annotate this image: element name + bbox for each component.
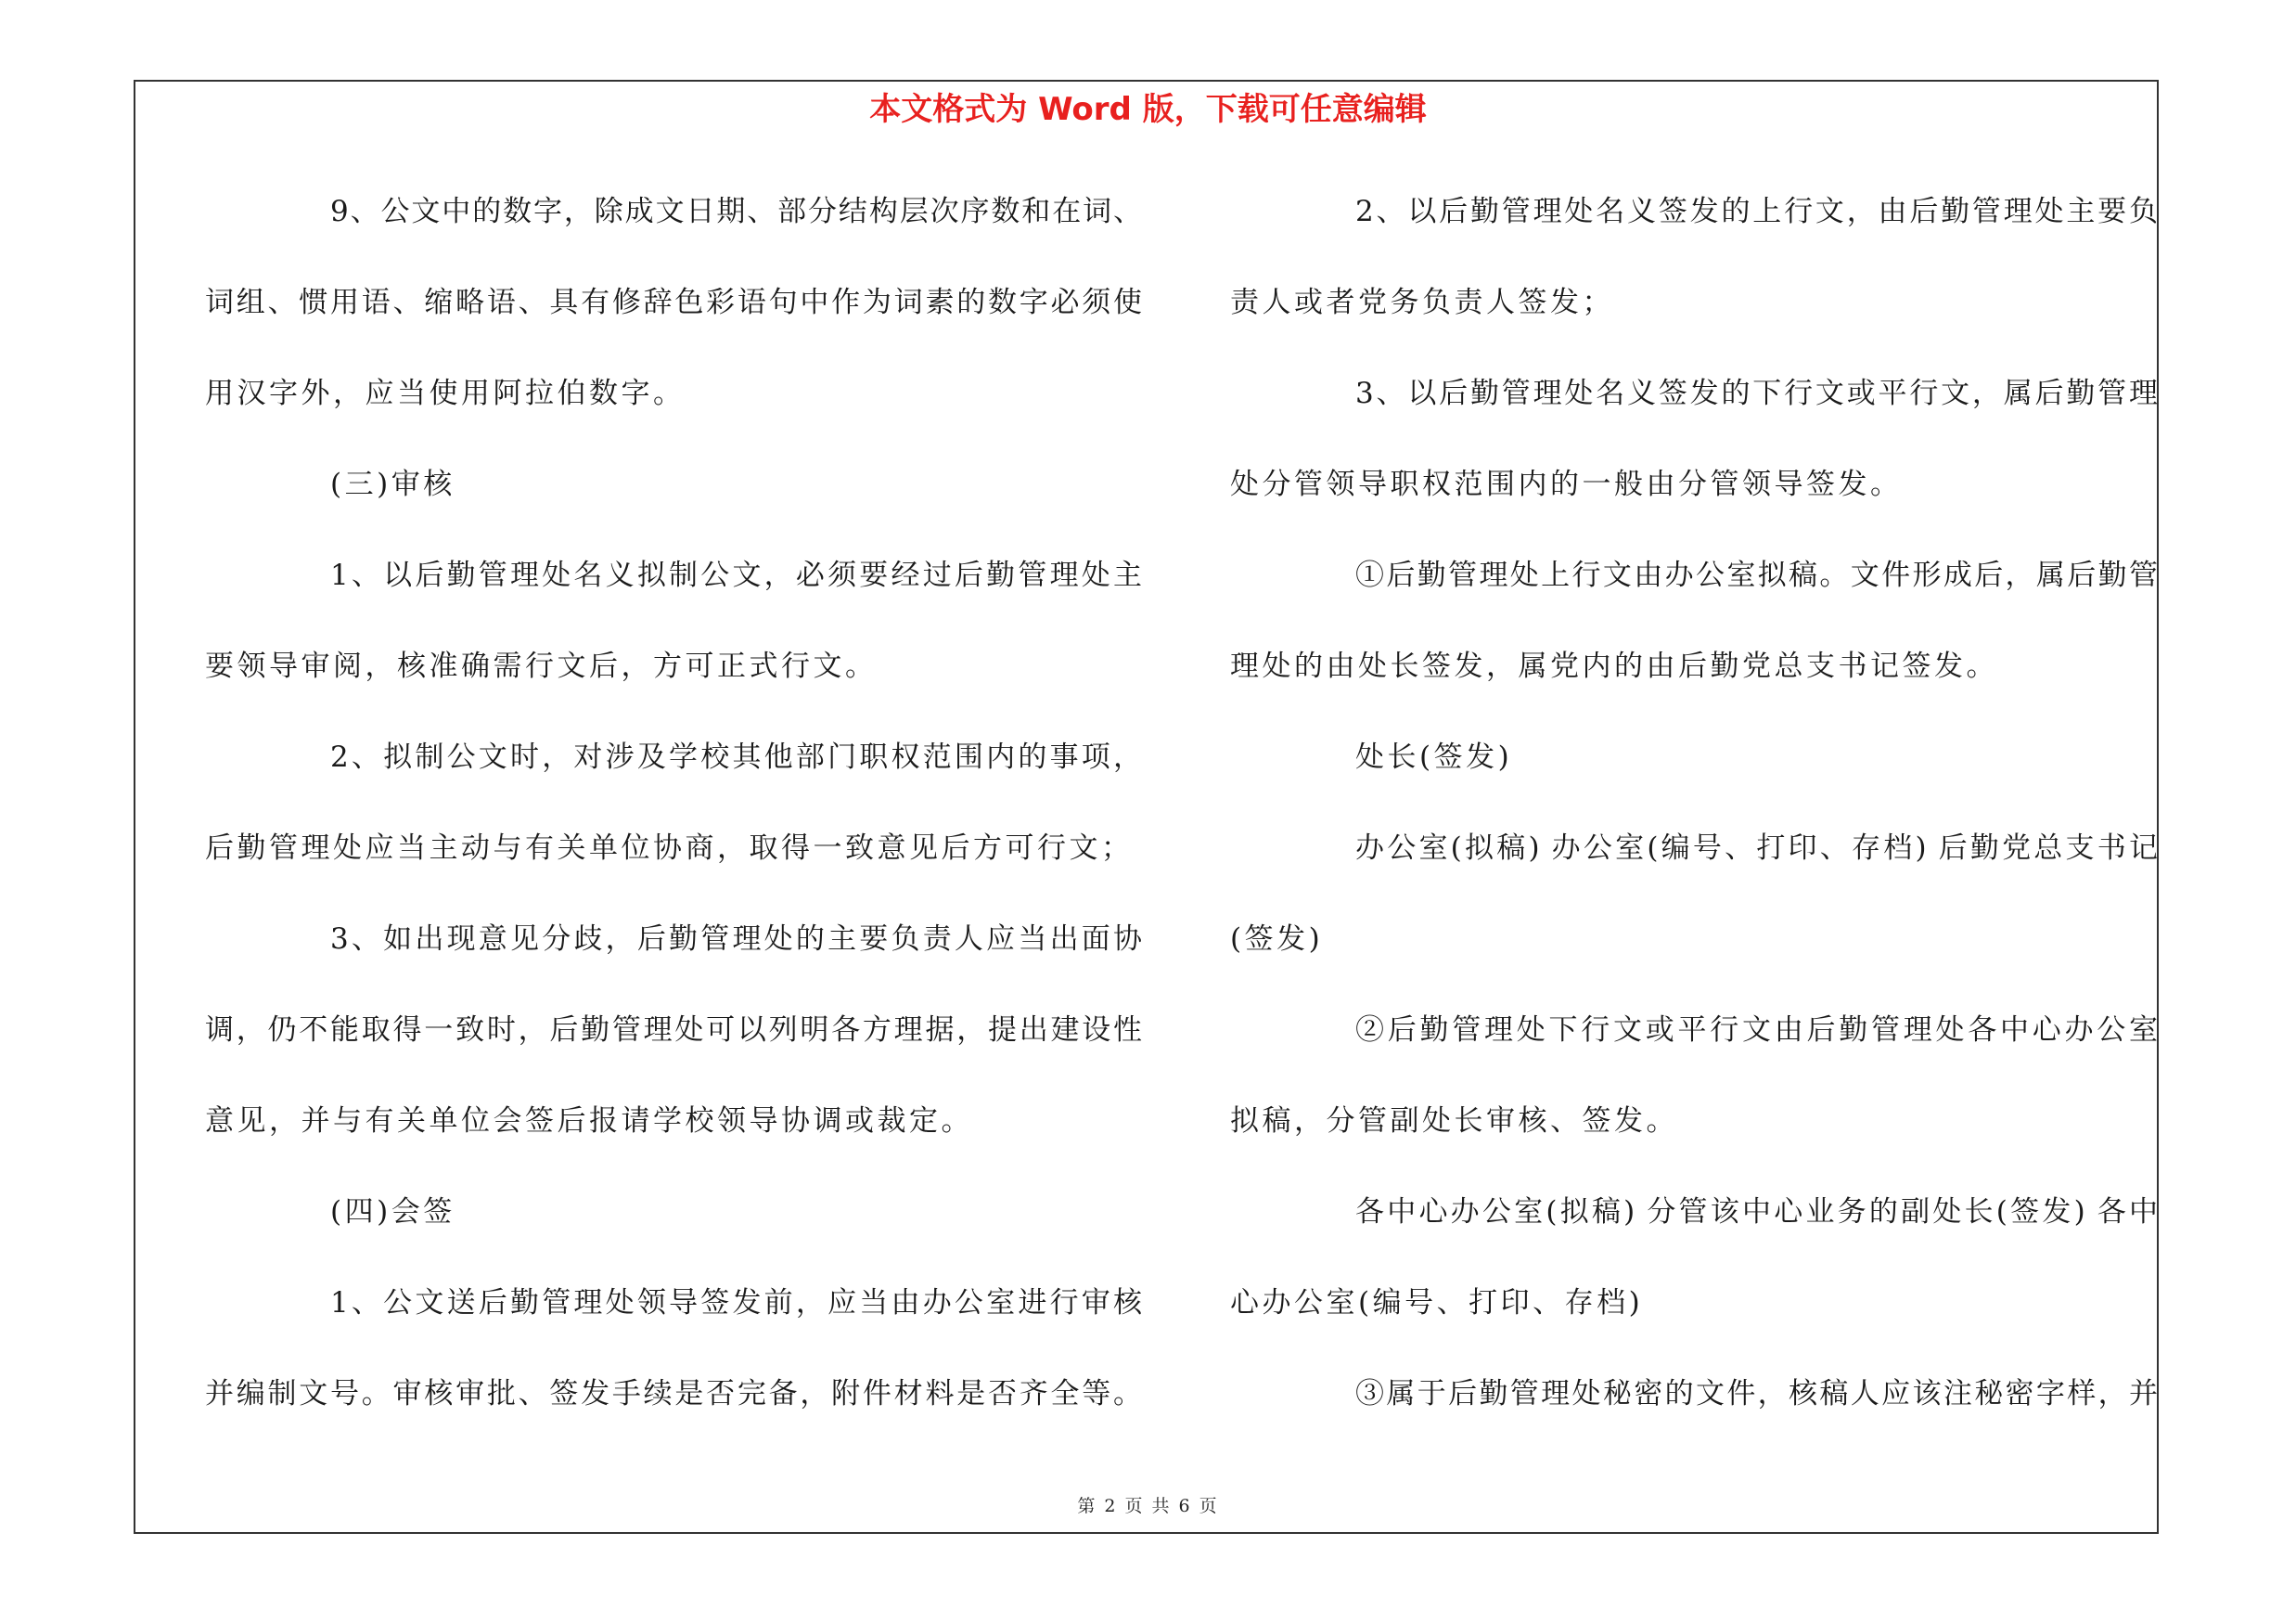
text-line: (四)会签 xyxy=(330,1195,455,1229)
text-line: 办公室(拟稿) 办公室(编号、打印、存档) 后勤党总支书记 xyxy=(1355,831,2158,865)
text-line: ②后勤管理处下行文或平行文由后勤管理处各中心办公室 xyxy=(1355,1013,2158,1047)
text-line: ①后勤管理处上行文由办公室拟稿。文件形成后，属后勤管 xyxy=(1355,559,2158,592)
text-line: 3、如出现意见分歧，后勤管理处的主要负责人应当出面协 xyxy=(330,922,1142,956)
text-line: ③属于后勤管理处秘密的文件，核稿人应该注秘密字样，并 xyxy=(1355,1377,2158,1410)
text-line: 心办公室(编号、打印、存档) xyxy=(1230,1286,1644,1320)
text-line: 并编制文号。审核审批、签发手续是否完备，附件材料是否齐全等。 xyxy=(205,1377,1142,1410)
right-column xyxy=(1230,186,2158,1459)
text-line: 处长(签发) xyxy=(1355,741,1513,774)
text-line: 调，仍不能取得一致时，后勤管理处可以列明各方理据，提出建设性 xyxy=(205,1013,1142,1047)
text-line: 各中心办公室(拟稿) 分管该中心业务的副处长(签发) 各中 xyxy=(1355,1195,2158,1229)
text-line: 责人或者党务负责人签发； xyxy=(1230,286,1614,319)
text-line: 意见，并与有关单位会签后报请学校领导协调或裁定。 xyxy=(205,1104,973,1138)
text-line: 9、公文中的数字，除成文日期、部分结构层次序数和在词、 xyxy=(330,195,1142,228)
left-column xyxy=(205,186,1142,1459)
text-line: (签发) xyxy=(1230,922,1324,956)
text-line: 3、以后勤管理处名义签发的下行文或平行文，属后勤管理 xyxy=(1355,377,2158,410)
text-line: 后勤管理处应当主动与有关单位协商，取得一致意见后方可行文； xyxy=(205,831,1134,865)
text-line: (三)审核 xyxy=(330,468,455,501)
text-line: 词组、惯用语、缩略语、具有修辞色彩语句中作为词素的数字必须使 xyxy=(205,286,1142,319)
text-line: 拟稿，分管副处长审核、签发。 xyxy=(1230,1104,1678,1138)
text-line: 2、拟制公文时，对涉及学校其他部门职权范围内的事项， xyxy=(330,741,1142,774)
format-notice-banner: 本文格式为 Word 版，下载可任意编辑 xyxy=(869,91,1427,128)
text-line: 1、以后勤管理处名义拟制公文，必须要经过后勤管理处主 xyxy=(330,559,1142,592)
text-line: 处分管领导职权范围内的一般由分管领导签发。 xyxy=(1230,468,1903,501)
text-line: 用汉字外，应当使用阿拉伯数字。 xyxy=(205,377,686,410)
page-number-footer: 第 2 页 共 6 页 xyxy=(1077,1496,1219,1516)
text-line: 要领导审阅，核准确需行文后，方可正式行文。 xyxy=(205,650,878,683)
text-line: 1、公文送后勤管理处领导签发前，应当由办公室进行审核 xyxy=(330,1286,1142,1320)
text-line: 理处的由处长签发，属党内的由后勤党总支书记签发。 xyxy=(1230,650,1998,683)
text-line: 2、以后勤管理处名义签发的上行文，由后勤管理处主要负 xyxy=(1355,195,2158,228)
